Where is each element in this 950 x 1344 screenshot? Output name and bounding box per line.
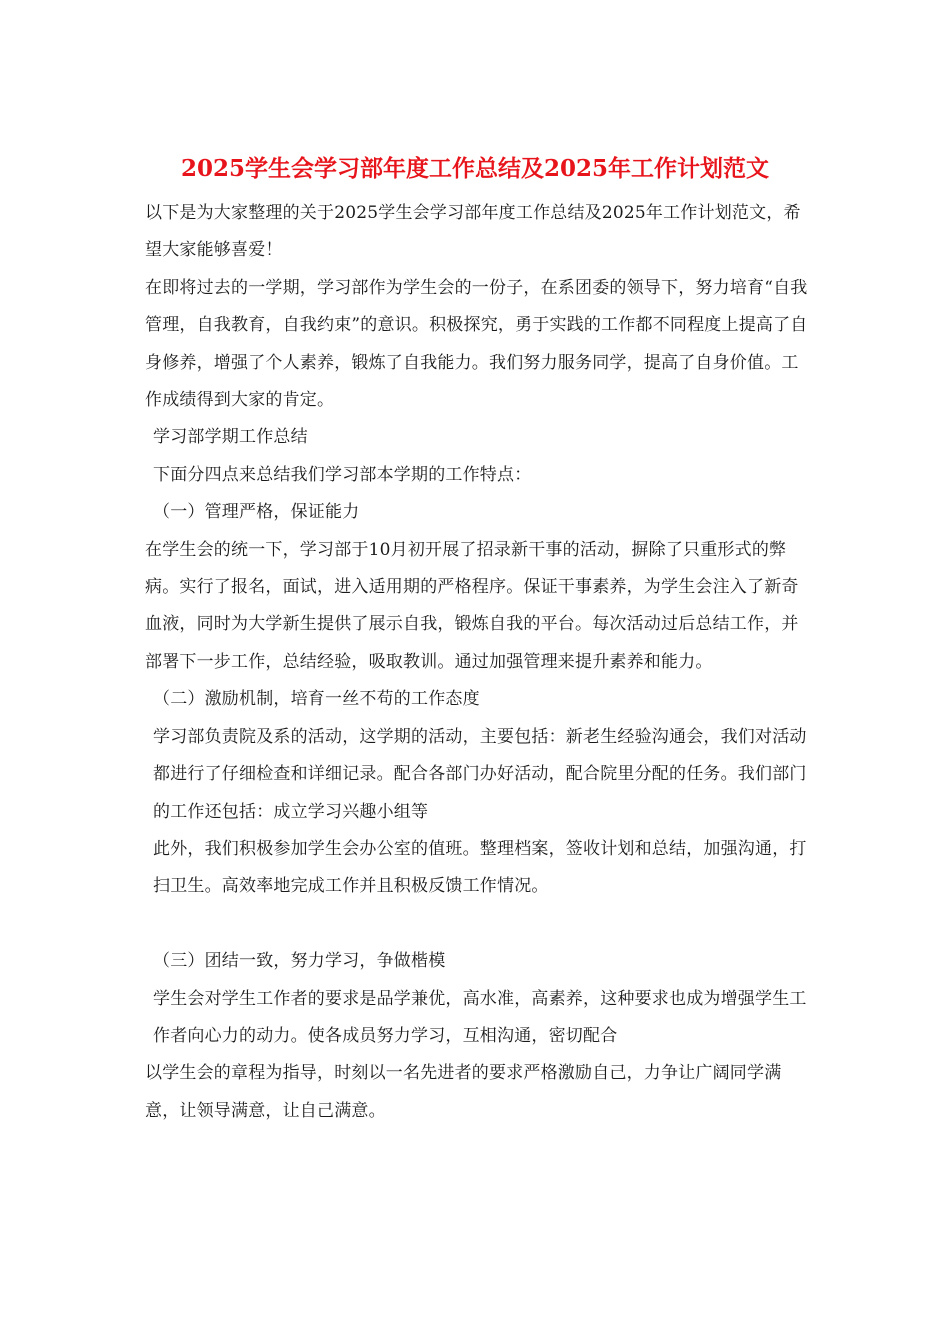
section-heading: 学习部学期工作总结 [153,427,308,448]
overview-paragraph: 在即将过去的一学期，学习部作为学生会的一份子，在系团委的领导下，努力培育“自我管理，自我教育，自我约束”的意识。积极探究，勇于实践的工作都不同程度上提高了自身修养，增强了个人素养，锻炼了自我能力。我们努力服务同学，提高了自身价值。工作成绩得到大家的肯定。 [145,277,808,411]
subsection-2-paragraph: 学习部负责院及系的活动，这学期的活动，主要包括：新老生经验沟通会，我们对活动都进行了仔细检查和详细记录。配合各部门办好活动，配合院里分配的任务。我们部门的工作还包括：成立学习兴趣小组等 [153,726,807,822]
subsection-heading-1: （一）管理严格，保证能力 [153,502,360,523]
summary-intro-paragraph: 下面分四点来总结我们学习部本学期的工作特点： [153,464,532,485]
subsection-2-extra-paragraph: 此外，我们积极参加学生会办公室的值班。整理档案，签收计划和总结，加强沟通，打扫卫生。高效率地完成工作并且积极反馈工作情况。 [153,838,807,897]
subsection-3-paragraph: 学生会对学生工作者的要求是品学兼优，高水准，高素养，这种要求也成为增强学生工作者向心力的动力。使各成员努力学习，互相沟通，密切配合 [153,988,807,1046]
intro-paragraph: 以下是为大家整理的关于2025学生会学习部年度工作总结及2025年工作计划范文，希望大家能够喜爱！ [145,203,801,261]
subsection-heading-3: （三）团结一致，努力学习，争做楷模 [153,951,446,972]
blank-line [145,906,813,943]
subsection-1-paragraph: 在学生会的统一下，学习部于10月初开展了招录新干事的活动，摒除了只重形式的弊病。实行了报名，面试，进入适用期的严格程序。保证干事素养，为学生会注入了新奇血液，同时为大学新生提供了展示自我，锻炼自我的平台。每次活动过后总结工作，并部署下一步工作，总结经验，吸取教训。通过加强管理来提升素养和能力。 [145,539,799,672]
document-title: 2025学生会学习部年度工作总结及2025年工作计划范文 [180,155,770,182]
subsection-heading-2: （二）激励机制，培育一丝不苟的工作态度 [153,689,480,710]
document-body [145,195,813,1130]
closing-paragraph: 以学生会的章程为指导，时刻以一名先进者的要求严格激励自己，力争让广阔同学满意，让领导满意，让自己满意。 [145,1063,782,1121]
